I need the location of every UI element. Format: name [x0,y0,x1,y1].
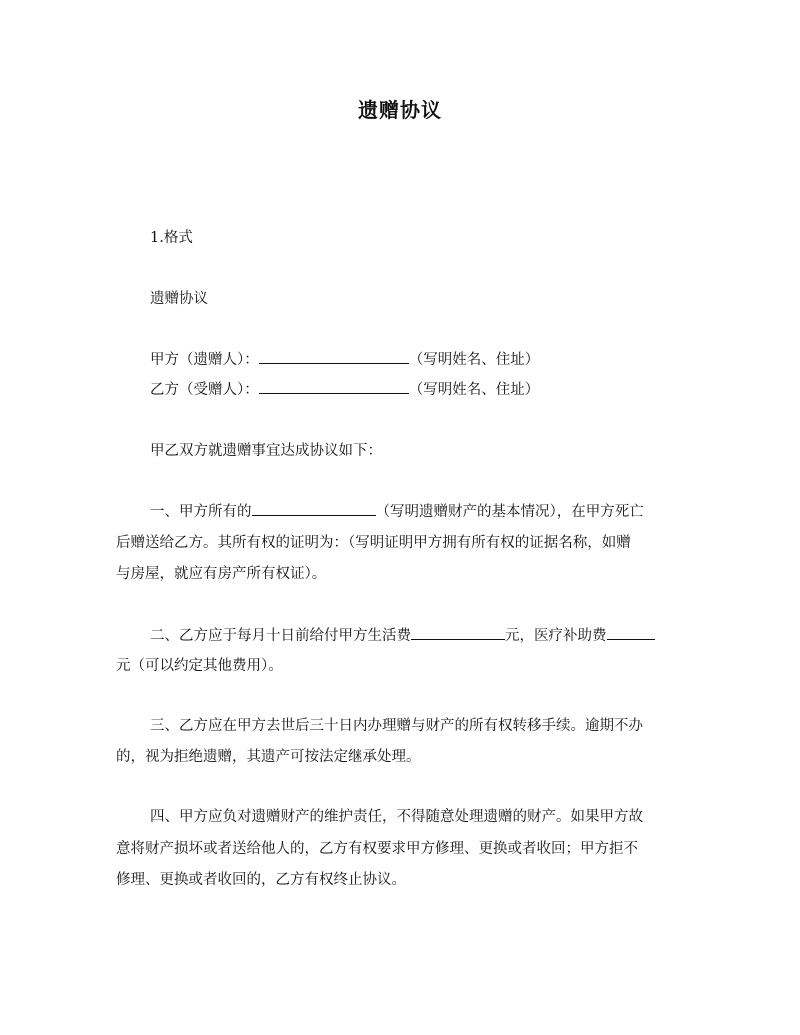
party-b-blank[interactable] [259,379,409,394]
clause4-line3: 修理、更换或者收回的，乙方有权终止协议。 [116,872,406,888]
party-b-label: 乙方（受赠人）： [150,382,259,398]
party-a-blank[interactable] [259,349,409,364]
document-title: 遗赠协议 [358,98,442,122]
party-a-label: 甲方（遗赠人）： [150,352,259,368]
party-b-hint: （写明姓名、住址） [408,382,540,398]
clause2-text-b: 元，医疗补助费 [505,628,607,644]
clause4-line2: 意将财产损坏或者送给他人的，乙方有权要求甲方修理、更换或者收回；甲方拒不 [116,841,638,857]
clause2-text-a: 二、乙方应于每月十日前给付甲方生活费 [150,628,411,644]
clause2-line2: 元（可以约定其他费用）。 [116,658,283,674]
section-heading: 1.格式 [150,230,193,246]
clause2-line1 [150,625,720,646]
party-a-line [150,349,720,370]
clause1-line3: 与房屋，就应有房产所有权证）。 [116,566,327,582]
intro-text: 甲乙双方就遗赠事宜达成协议如下： [150,443,382,459]
clause3-line1: 三、乙方应在甲方去世后三十日内办理赠与财产的所有权转移手续。逾期不办 [150,718,643,734]
clause3-line2: 的，视为拒绝遗赠，其遗产可按法定继承处理。 [116,749,421,765]
document-subtitle: 遗赠协议 [150,291,208,307]
clause1-line2: 后赠送给乙方。其所有权的证明为：（写明证明甲方拥有所有权的证据名称，如赠 [116,535,631,551]
clause1-text-a: 一、甲方所有的 [150,504,252,520]
party-a-hint: （写明姓名、住址） [408,352,540,368]
clause1-line1 [150,501,720,522]
party-b-line [150,379,720,400]
clause1-text-b: （写明遗赠财产的基本情况），在甲方死亡 [375,504,644,520]
living-expense-blank[interactable] [411,625,505,640]
clause4-line1: 四、甲方应负对遗赠财产的维护责任，不得随意处理遗赠的财产。如果甲方故 [150,809,643,825]
medical-subsidy-blank[interactable] [607,625,655,640]
clause1-property-blank[interactable] [252,501,376,516]
